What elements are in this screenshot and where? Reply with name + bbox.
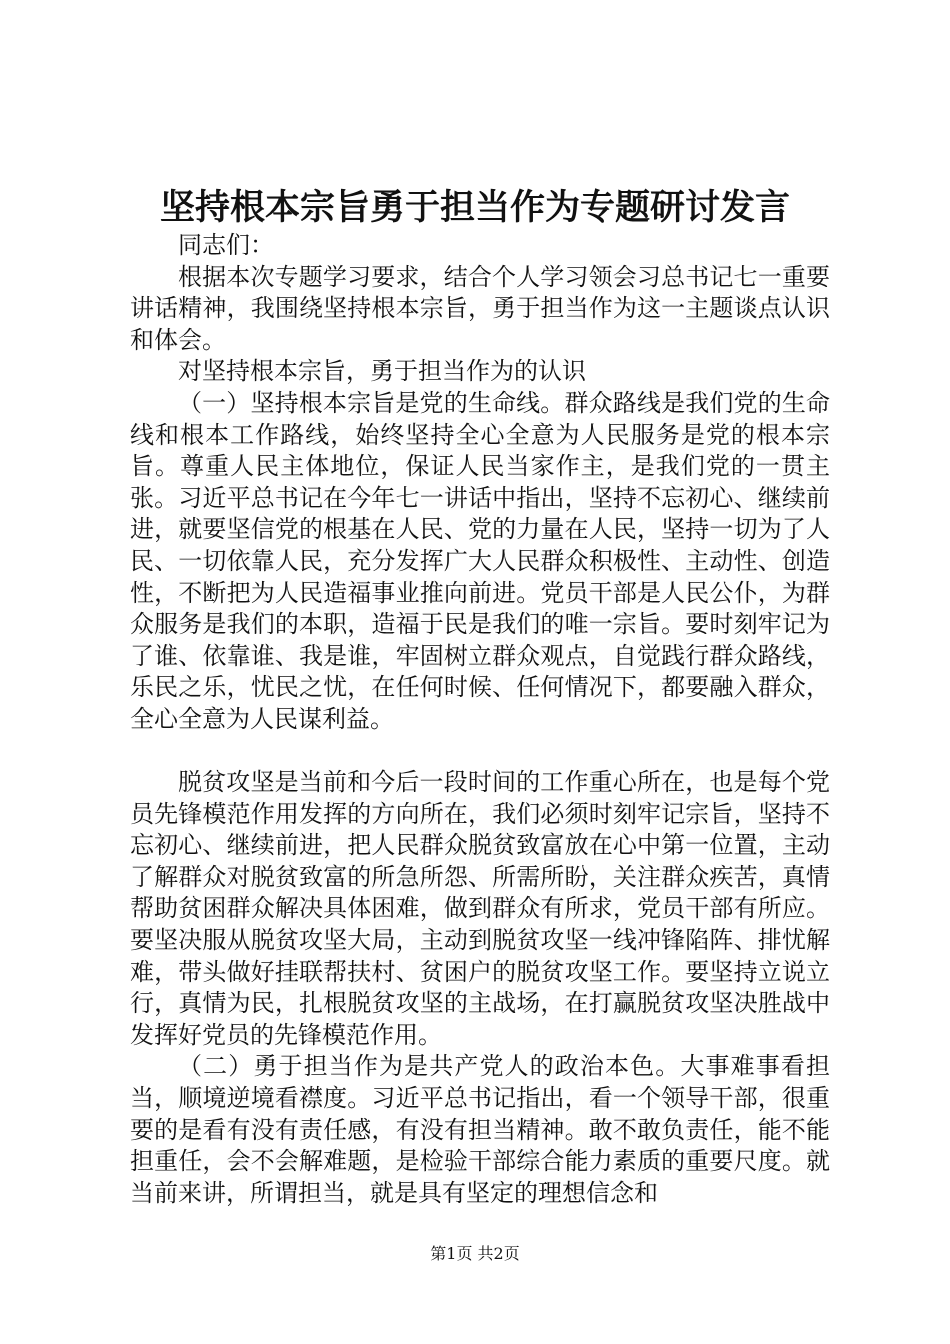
intro-paragraph: 根据本次专题学习要求，结合个人学习领会习总书记七一重要讲话精神，我围绕坚持根本宗旨，勇于担当作为这一主题谈点认识和体会。 xyxy=(130,262,830,354)
paragraph-section-two: （二）勇于担当作为是共产党人的政治本色。大事难事看担当，顺境逆境看襟度。习近平总书记指出，看一个领导干部，很重要的是看有没有责任感，有没有担当精神。敢不敢负责任，能不能担重任，会不会解难题，是检验干部综合能力素质的重要尺度。就当前来讲，所谓担当，就是具有坚定的理想信念和 xyxy=(130,1052,830,1207)
paragraph-poverty: 脱贫攻坚是当前和今后一段时间的工作重心所在，也是每个党员先锋模范作用发挥的方向所在，我们必须时刻牢记宗旨，坚持不忘初心、继续前进，把人民群众脱贫致富放在心中第一位置，主动了解群众对脱贫致富的所急所怨、所需所盼，关注群众疾苦，真情帮助贫困群众解决具体困难，做到群众有所求，党员干部有所应。要坚决服从脱贫攻坚大局，主动到脱贫攻坚一线冲锋陷阵、排忧解难，带头做好挂联帮扶村、贫困户的脱贫攻坚工作。要坚持立说立行，真情为民，扎根脱贫攻坚的主战场，在打赢脱贫攻坚决胜战中发挥好党员的先锋模范作用。 xyxy=(130,768,830,1049)
page-number-footer: 第1页 共2页 xyxy=(430,1244,520,1263)
document-title: 坚持根本宗旨勇于担当作为专题研讨发言 xyxy=(159,187,790,228)
paragraph-section-one: （一）坚持根本宗旨是党的生命线。群众路线是我们党的生命线和根本工作路线，始终坚持全心全意为人民服务是党的根本宗旨。尊重人民主体地位，保证人民当家作主，是我们党的一贯主张。习近平总书记在今年七一讲话中指出，坚持不忘初心、继续前进，就要坚信党的根基在人民、党的力量在人民，坚持一切为了人民、一切依靠人民，充分发挥广大人民群众积极性、主动性、创造性，不断把为人民造福事业推向前进。党员干部是人民公仆，为群众服务是我们的本职，造福于民是我们的唯一宗旨。要时刻牢记为了谁、依靠谁、我是谁，牢固树立群众观点，自觉践行群众路线，乐民之乐，忧民之忧，在任何时候、任何情况下，都要融入群众，全心全意为人民谋利益。 xyxy=(130,388,830,733)
salutation: 同志们： xyxy=(178,231,274,259)
document-body xyxy=(130,230,830,1209)
section-heading: 对坚持根本宗旨，勇于担当作为的认识 xyxy=(178,357,586,386)
